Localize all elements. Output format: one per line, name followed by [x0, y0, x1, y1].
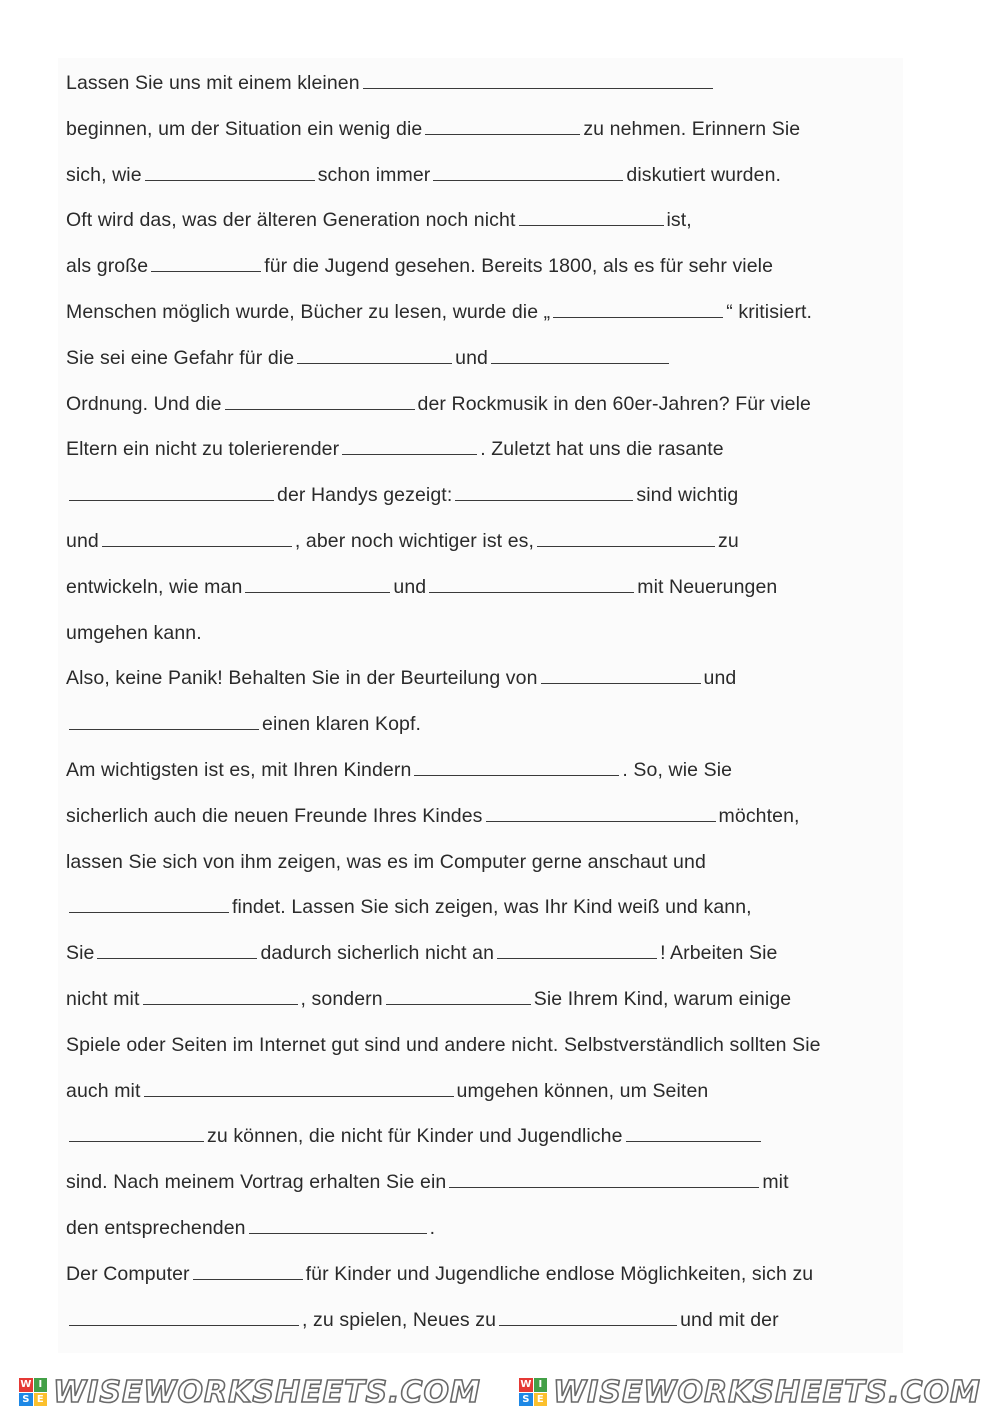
- line-text: Lassen Sie uns mit einem kleinen: [66, 72, 360, 94]
- text-line: [66, 289, 866, 335]
- line-text: Sie Ihrem Kind, warum einige: [533, 987, 792, 1010]
- text-line: [66, 1297, 866, 1343]
- line-text: der Handys gezeigt:: [277, 484, 453, 507]
- line-text: zu: [718, 529, 739, 552]
- text-line: [66, 197, 866, 243]
- line-text: den entsprechenden: [66, 1216, 246, 1239]
- line-text: als große: [66, 255, 149, 278]
- blank-gap[interactable]: [386, 990, 531, 1005]
- blank-gap[interactable]: [486, 807, 716, 822]
- brand-text: WISEWORKSHEETS.COM: [553, 1374, 981, 1410]
- blank-gap[interactable]: [541, 669, 701, 684]
- text-line: [66, 60, 866, 106]
- text-line: [66, 1022, 866, 1068]
- line-text: dadurch sicherlich nicht an: [260, 942, 495, 965]
- line-text: . Zuletzt hat uns die rasante: [480, 438, 724, 461]
- brand-logo: [19, 1375, 481, 1410]
- logo-grid-icon: W I S E: [19, 1378, 47, 1406]
- text-line: [66, 518, 866, 564]
- line-text: “ kritisiert.: [726, 300, 813, 323]
- blank-gap[interactable]: [297, 349, 452, 364]
- blank-gap[interactable]: [69, 1127, 204, 1142]
- line-text: für Kinder und Jugendliche endlose Möglichkeiten, sich zu: [305, 1262, 814, 1285]
- line-text: .: [429, 1216, 436, 1239]
- line-text: mit Neuerungen: [637, 575, 778, 598]
- blank-gap[interactable]: [225, 395, 415, 410]
- line-text: zu können, die nicht für Kinder und Jugendliche: [207, 1125, 623, 1148]
- line-text: schon immer: [317, 163, 431, 186]
- line-text: Spiele oder Seiten im Internet gut sind und andere nicht. Selbstverständlich sollten Sie: [66, 1033, 821, 1056]
- text-line: [66, 106, 866, 152]
- text-line: [66, 839, 866, 885]
- text-line: [66, 381, 866, 427]
- text-line: [66, 1113, 866, 1159]
- line-text: Am wichtigsten ist es, mit Ihren Kindern: [66, 758, 412, 781]
- line-text: Oft wird das, was der älteren Generation noch nicht: [66, 209, 516, 232]
- text-line: [66, 793, 866, 839]
- watermark-footer: [0, 1372, 1000, 1412]
- blank-gap[interactable]: [537, 532, 715, 547]
- blank-gap[interactable]: [151, 257, 261, 272]
- blank-gap[interactable]: [553, 303, 723, 318]
- text-line: [66, 976, 866, 1022]
- brand-logo: [519, 1375, 981, 1410]
- blank-gap[interactable]: [97, 944, 257, 959]
- line-text: umgehen können, um Seiten: [456, 1079, 709, 1102]
- line-text: . So, wie Sie: [622, 758, 733, 781]
- blank-gap[interactable]: [69, 715, 259, 730]
- line-text: und: [703, 667, 737, 690]
- brand-text: WISEWORKSHEETS.COM: [53, 1374, 481, 1410]
- line-text: einen klaren Kopf.: [262, 713, 421, 736]
- blank-gap[interactable]: [425, 120, 580, 135]
- text-line: [66, 1251, 866, 1297]
- blank-gap[interactable]: [497, 944, 657, 959]
- line-text: ! Arbeiten Sie: [660, 942, 778, 965]
- blank-gap[interactable]: [245, 578, 390, 593]
- line-text: sind. Nach meinem Vortrag erhalten Sie ein: [66, 1171, 447, 1194]
- text-line: [66, 655, 866, 701]
- line-text: der Rockmusik in den 60er-Jahren? Für viele: [417, 392, 811, 415]
- line-text: Menschen möglich wurde, Bücher zu lesen, wurde die „: [66, 300, 551, 323]
- blank-gap[interactable]: [144, 1082, 454, 1097]
- line-text: Der Computer: [66, 1262, 190, 1285]
- line-text: mit: [762, 1171, 789, 1194]
- blank-gap[interactable]: [143, 990, 298, 1005]
- line-text: findet. Lassen Sie sich zeigen, was Ihr Kind weiß und kann,: [232, 896, 752, 919]
- blank-gap[interactable]: [69, 486, 274, 501]
- text-line: [66, 1159, 866, 1205]
- blank-gap[interactable]: [491, 349, 669, 364]
- line-text: umgehen kann.: [66, 621, 202, 644]
- line-text: sich, wie: [66, 163, 142, 186]
- text-line: [66, 1068, 866, 1114]
- line-text: Sie sei eine Gefahr für die: [66, 346, 295, 369]
- line-text: Eltern ein nicht zu tolerierender: [66, 438, 340, 461]
- line-text: nicht mit: [66, 987, 140, 1010]
- blank-gap[interactable]: [69, 1311, 299, 1326]
- line-text: und mit der: [680, 1308, 779, 1331]
- text-line: [66, 884, 866, 930]
- cloze-text: [66, 60, 866, 1342]
- blank-gap[interactable]: [102, 532, 292, 547]
- line-text: und: [393, 575, 427, 598]
- text-line: [66, 701, 866, 747]
- blank-gap[interactable]: [69, 898, 229, 913]
- line-text: und: [455, 346, 489, 369]
- blank-gap[interactable]: [499, 1311, 677, 1326]
- line-text: Ordnung. Und die: [66, 392, 222, 415]
- text-line: [66, 152, 866, 198]
- blank-gap[interactable]: [414, 761, 619, 776]
- blank-gap[interactable]: [626, 1127, 761, 1142]
- line-text: ist,: [666, 209, 692, 232]
- blank-gap[interactable]: [429, 578, 634, 593]
- line-text: für die Jugend gesehen. Bereits 1800, als es für sehr viele: [264, 255, 774, 278]
- blank-gap[interactable]: [449, 1173, 759, 1188]
- line-text: , aber noch wichtiger ist es,: [294, 529, 535, 552]
- blank-gap[interactable]: [519, 211, 664, 226]
- line-text: Also, keine Panik! Behalten Sie in der Beurteilung von: [66, 667, 538, 690]
- line-text: und: [66, 529, 99, 552]
- text-line: [66, 610, 866, 656]
- line-text: lassen Sie sich von ihm zeigen, was es im Computer gerne anschaut und: [66, 850, 706, 873]
- line-text: zu nehmen. Erinnern Sie: [583, 117, 801, 140]
- blank-gap[interactable]: [145, 166, 315, 181]
- text-line: [66, 335, 866, 381]
- text-line: [66, 472, 866, 518]
- text-line: [66, 564, 866, 610]
- line-text: auch mit: [66, 1079, 141, 1102]
- blank-gap[interactable]: [455, 486, 633, 501]
- logo-grid-icon: W I S E: [519, 1378, 547, 1406]
- line-text: entwickeln, wie man: [66, 575, 243, 598]
- line-text: beginnen, um der Situation ein wenig die: [66, 117, 423, 140]
- line-text: , sondern: [300, 987, 383, 1010]
- line-text: sind wichtig: [636, 484, 739, 507]
- line-text: , zu spielen, Neues zu: [302, 1308, 497, 1331]
- line-text: diskutiert wurden.: [626, 163, 782, 186]
- text-line: [66, 426, 866, 472]
- text-line: [66, 930, 866, 976]
- text-line: [66, 1205, 866, 1251]
- blank-gap[interactable]: [433, 166, 623, 181]
- blank-gap[interactable]: [193, 1265, 303, 1280]
- line-text: sicherlich auch die neuen Freunde Ihres Kindes: [66, 804, 483, 827]
- text-line: [66, 243, 866, 289]
- line-text: möchten,: [718, 804, 800, 827]
- blank-gap[interactable]: [249, 1219, 427, 1234]
- text-line: [66, 747, 866, 793]
- line-text: Sie: [66, 942, 95, 965]
- blank-gap[interactable]: [363, 74, 713, 89]
- blank-gap[interactable]: [342, 440, 477, 455]
